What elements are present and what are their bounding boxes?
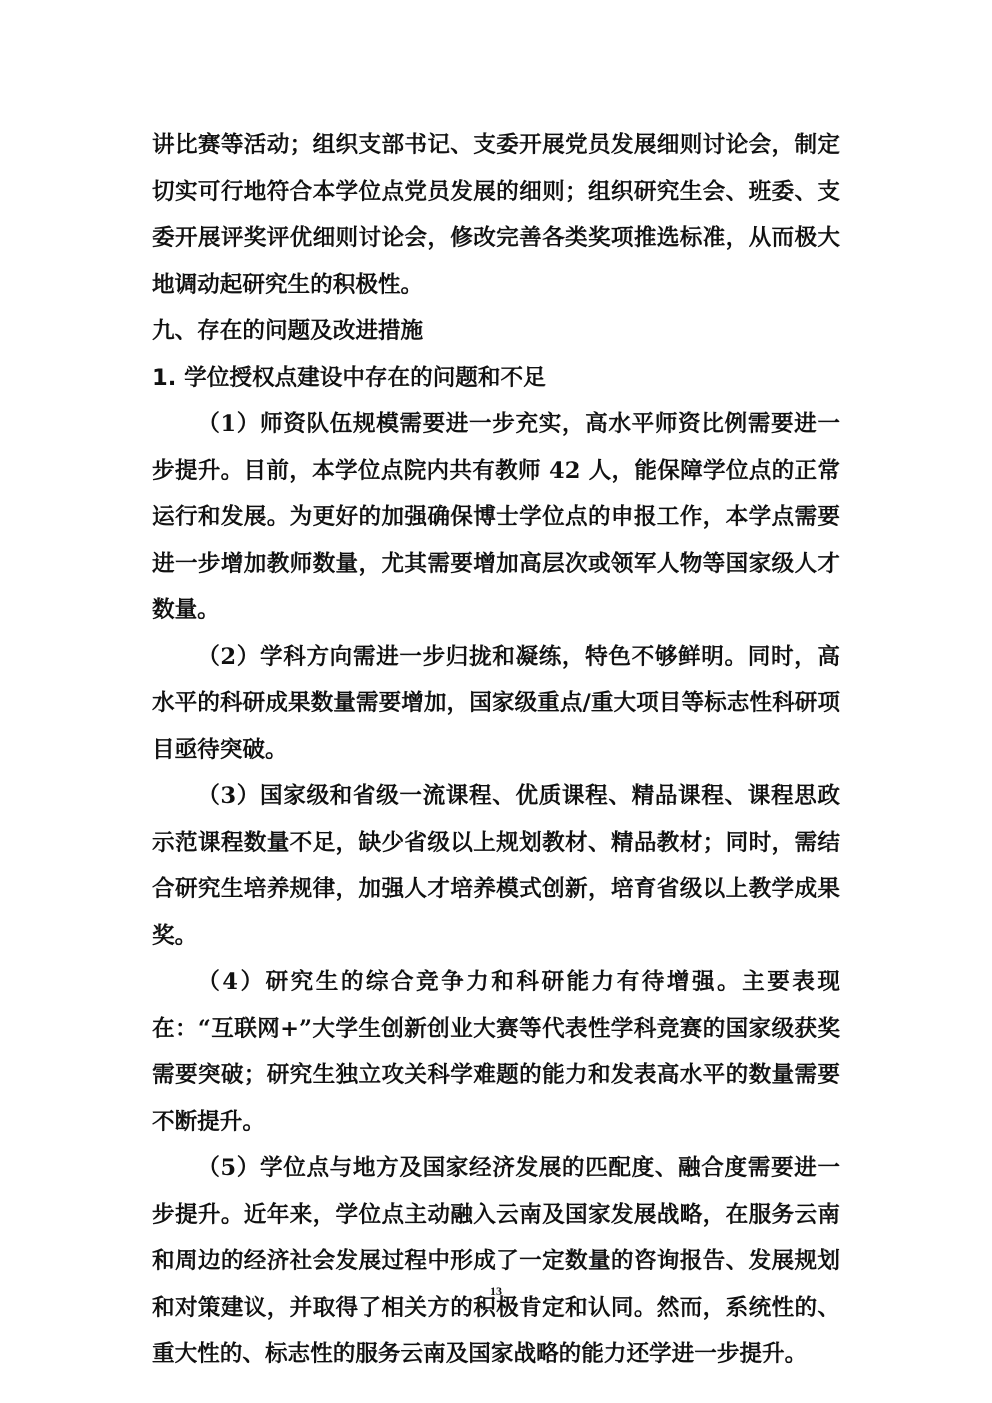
issue-paragraph-2: （2）学科方向需进一步归拢和凝练，特色不够鲜明。同时，高水平的科研成果数量需要增加，国家级重点/重大项目等标志性科研项目亟待突破。 — [152, 643, 840, 763]
issue-paragraph-1: （1）师资队伍规模需要进一步充实，高水平师资比例需要进一步提升。目前，本学位点院内共有教师 42 人，能保障学位点的正常运行和发展。为更好的加强确保博士学位点的申报工作，本学点需要进一步增加教师数量，尤其需要增加高层次或领军人物等国家级人才数量。 — [152, 411, 840, 623]
document-body — [152, 122, 840, 1378]
intro-paragraph: 讲比赛等活动；组织支部书记、支委开展党员发展细则讨论会，制定切实可行地符合本学位点党员发展的细则；组织研究生会、班委、支委开展评奖评优细则讨论会，修改完善各类奖项推选标准，从而极大地调动起研究生的积极性。 — [152, 132, 840, 298]
page-number: 13 — [490, 1284, 502, 1298]
subsection-heading: 1. 学位授权点建设中存在的问题和不足 — [152, 364, 546, 391]
section-heading: 九、存在的问题及改进措施 — [152, 318, 424, 344]
issue-paragraph-5: （5）学位点与地方及国家经济发展的匹配度、融合度需要进一步提升。近年来，学位点主动融入云南及国家发展战略，在服务云南和周边的经济社会发展过程中形成了一定数量的咨询报告、发展规划和对策建议，并取得了相关方的积极肯定和认同。然而，系统性的、重大性的、标志性的服务云南及国家战略的能力还学进一步提升。 — [152, 1155, 840, 1367]
issue-paragraph-4: （4）研究生的综合竞争力和科研能力有待增强。主要表现在：“互联网+”大学生创新创业大赛等代表性学科竞赛的国家级获奖需要突破；研究生独立攻关科学难题的能力和发表高水平的数量需要不断提升。 — [152, 969, 840, 1135]
issue-paragraph-3: （3）国家级和省级一流课程、优质课程、精品课程、课程思政示范课程数量不足，缺少省级以上规划教材、精品教材；同时，需结合研究生培养规律，加强人才培养模式创新，培育省级以上教学成果奖。 — [152, 783, 840, 949]
